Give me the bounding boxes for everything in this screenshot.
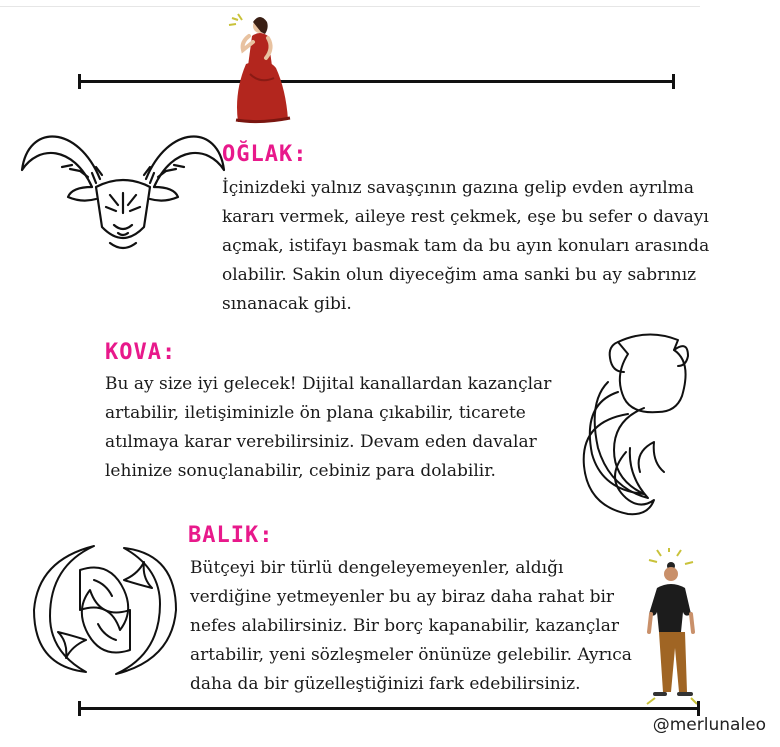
section-text-oglak: İçinizdeki yalnız savaşçının gazına gelip evden ayrılma kararı vermek, aileye rest çekmek, eşe bu sefer o davayı açmak, istifayı basmak tam da bu ayın konuları arasında olabilir. Sakin olun diyeceğim ama sanki bu ay sabrınız sınanacak gibi. [222,178,710,314]
top-timeline [78,80,675,83]
woman-figure-icon [222,12,292,127]
section-text-balik: Bütçeyi bir türlü dengeleyemeyenler, aldığı verdiğine yetmeyenler bu ay biraz daha rahat bir nefes alabilirsiniz. Bir borç kapanabilir, kazançlar artabilir, yeni sözleşmeler önünüze gelebilir. Ayrıca daha da bir güzelleştiğinizi fark edebilirsiniz. [190,558,632,694]
pisces-fish-icon [20,540,190,680]
capricorn-goat-icon [18,115,228,265]
bottom-timeline [78,707,700,710]
top-divider [0,6,700,7]
section-title-balik: BALIK: [188,523,274,548]
author-credit: @merlunaleo [652,715,766,735]
aquarius-vase-icon [578,322,698,517]
section-text-kova: Bu ay size iyi gelecek! Dijital kanallardan kazançlar artabilir, iletişiminizle ön plana çıkabilir, ticarete atılmaya karar verebilirsiniz. Devam eden davalar lehinize sonuçlanabilir, cebiniz para dolabilir. [105,374,552,481]
man-figure-icon [645,548,710,708]
section-title-kova: KOVA: [105,340,177,365]
section-title-oglak: OĞLAK: [222,142,308,167]
